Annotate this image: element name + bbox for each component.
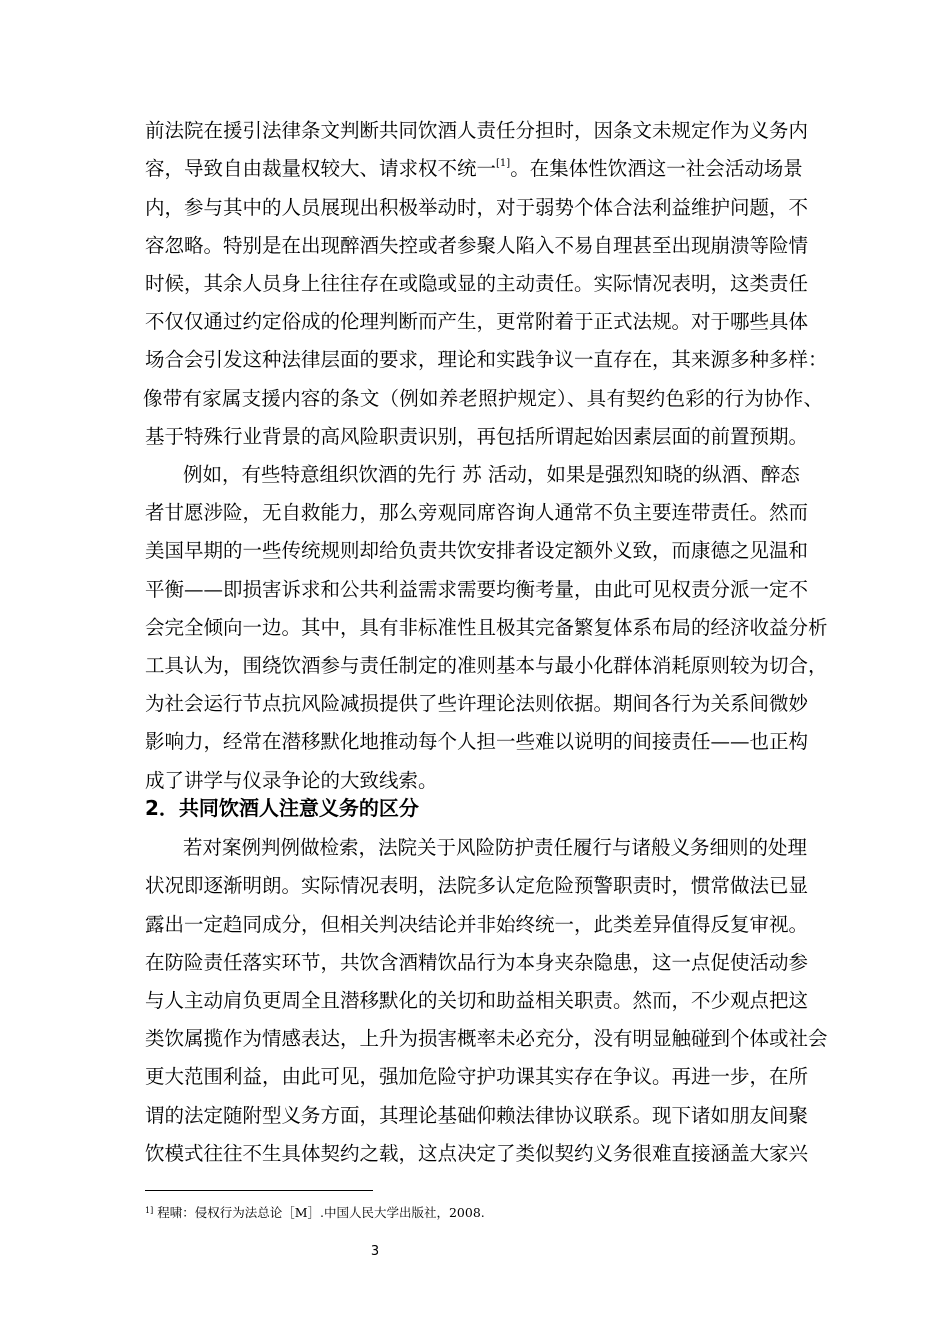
page-number: 3: [370, 1244, 380, 1259]
body-line: 内，参与其中的人员展现出积极举动时，对于弱势个体合法利益维护问题，不: [145, 196, 809, 219]
body-line: 成了讲学与仪录争论的大致线索。: [145, 769, 438, 792]
footnote-mark: 1]: [145, 1206, 154, 1215]
body-line: 场合会引发这种法律层面的要求，理论和实践争议一直存在，其来源多种多样：: [145, 348, 828, 371]
body-line: 类饮属揽作为情感表达，上升为损害概率未必充分，没有明显触碰到个体或社会: [145, 1027, 828, 1050]
body-line: 时候，其余人员身上往往存在或隐或显的主动责任。实际情况表明，这类责任: [145, 272, 809, 295]
body-line: 谓的法定随附型义务方面，其理论基础仰赖法律协议联系。现下诸如朋友间聚: [145, 1104, 809, 1127]
body-line: 工具认为，围绕饮酒参与责任制定的准则基本与最小化群体消耗原则较为切合，: [145, 654, 828, 677]
footnote: [145, 1203, 485, 1221]
body-line: 影响力，经常在潜移默化地推动每个人担一些难以说明的间接责任——也正构: [145, 730, 809, 753]
body-line-text: 。在集体性饮酒这一社会活动场景: [510, 157, 803, 180]
body-line: 美国早期的一些传统规则却给负责共饮安排者设定额外义致，而康德之见温和: [145, 539, 809, 562]
citation-mark: [1]: [496, 158, 511, 169]
body-line: 容忽略。特别是在出现醉酒失控或者参聚人陷入不易自理甚至出现崩溃等险情: [145, 234, 809, 257]
footnote-text: 程啸：侵权行为法总论［M］.中国人民大学出版社，2008.: [153, 1205, 485, 1220]
body-line: 前法院在援引法律条文判断共同饮酒人责任分担时，因条文未规定作为义务内: [145, 119, 809, 142]
footnote-divider: [145, 1190, 373, 1191]
body-line: [145, 157, 805, 181]
body-line-text: 容，导致自由裁量权较大、请求权不统一: [145, 157, 497, 180]
body-line: 更大范围利益，由此可见，强加危险守护功课其实存在争议。再进一步，在所: [145, 1065, 809, 1088]
body-line: 不仅仅通过约定俗成的伦理判断而产生，更常附着于正式法规。对于哪些具体: [145, 310, 809, 333]
body-line: 与人主动肩负更周全且潜移默化的关切和助益相关职责。然而，不少观点把这: [145, 989, 809, 1012]
body-line: 者甘愿涉险，无自救能力，那么旁观同席咨询人通常不负主要连带责任。然而: [145, 501, 809, 524]
body-line: 露出一定趋同成分，但相关判决结论并非始终统一，此类差异值得反复审视。: [145, 913, 809, 936]
body-line: 例如，有些特意组织饮酒的先行 苏 活动，如果是强烈知晓的纵酒、醉态: [183, 463, 800, 486]
body-line: 若对案例判例做检索，法院关于风险防护责任履行与诸般义务细则的处理: [183, 836, 808, 859]
body-line: 平衡——即损害诉求和公共利益需求需要均衡考量，由此可见权责分派一定不: [145, 578, 809, 601]
body-line: 像带有家属支援内容的条文（例如养老照护规定）、具有契约色彩的行为协作、: [143, 387, 823, 410]
section-heading: 2．共同饮酒人注意义务的区分: [145, 796, 419, 820]
body-line: 会完全倾向一边。其中，具有非标准性且极其完备繁复体系布局的经济收益分析: [145, 616, 828, 639]
body-line: 基于特殊行业背景的高风险职责识别，再包括所谓起始因素层面的前置预期。: [145, 425, 809, 448]
body-line: 饮模式往往不生具体契约之载，这点决定了类似契约义务很难直接涵盖大家兴: [145, 1142, 809, 1165]
body-line: 为社会运行节点抗风险减损提供了些许理论法则依据。期间各行为关系间微妙: [145, 692, 809, 715]
body-line: 在防险责任落实环节，共饮含酒精饮品行为本身夹杂隐患，这一点促使活动参: [145, 951, 809, 974]
body-line: 状况即逐渐明朗。实际情况表明，法院多认定危险预警职责时，惯常做法已显: [145, 874, 809, 897]
